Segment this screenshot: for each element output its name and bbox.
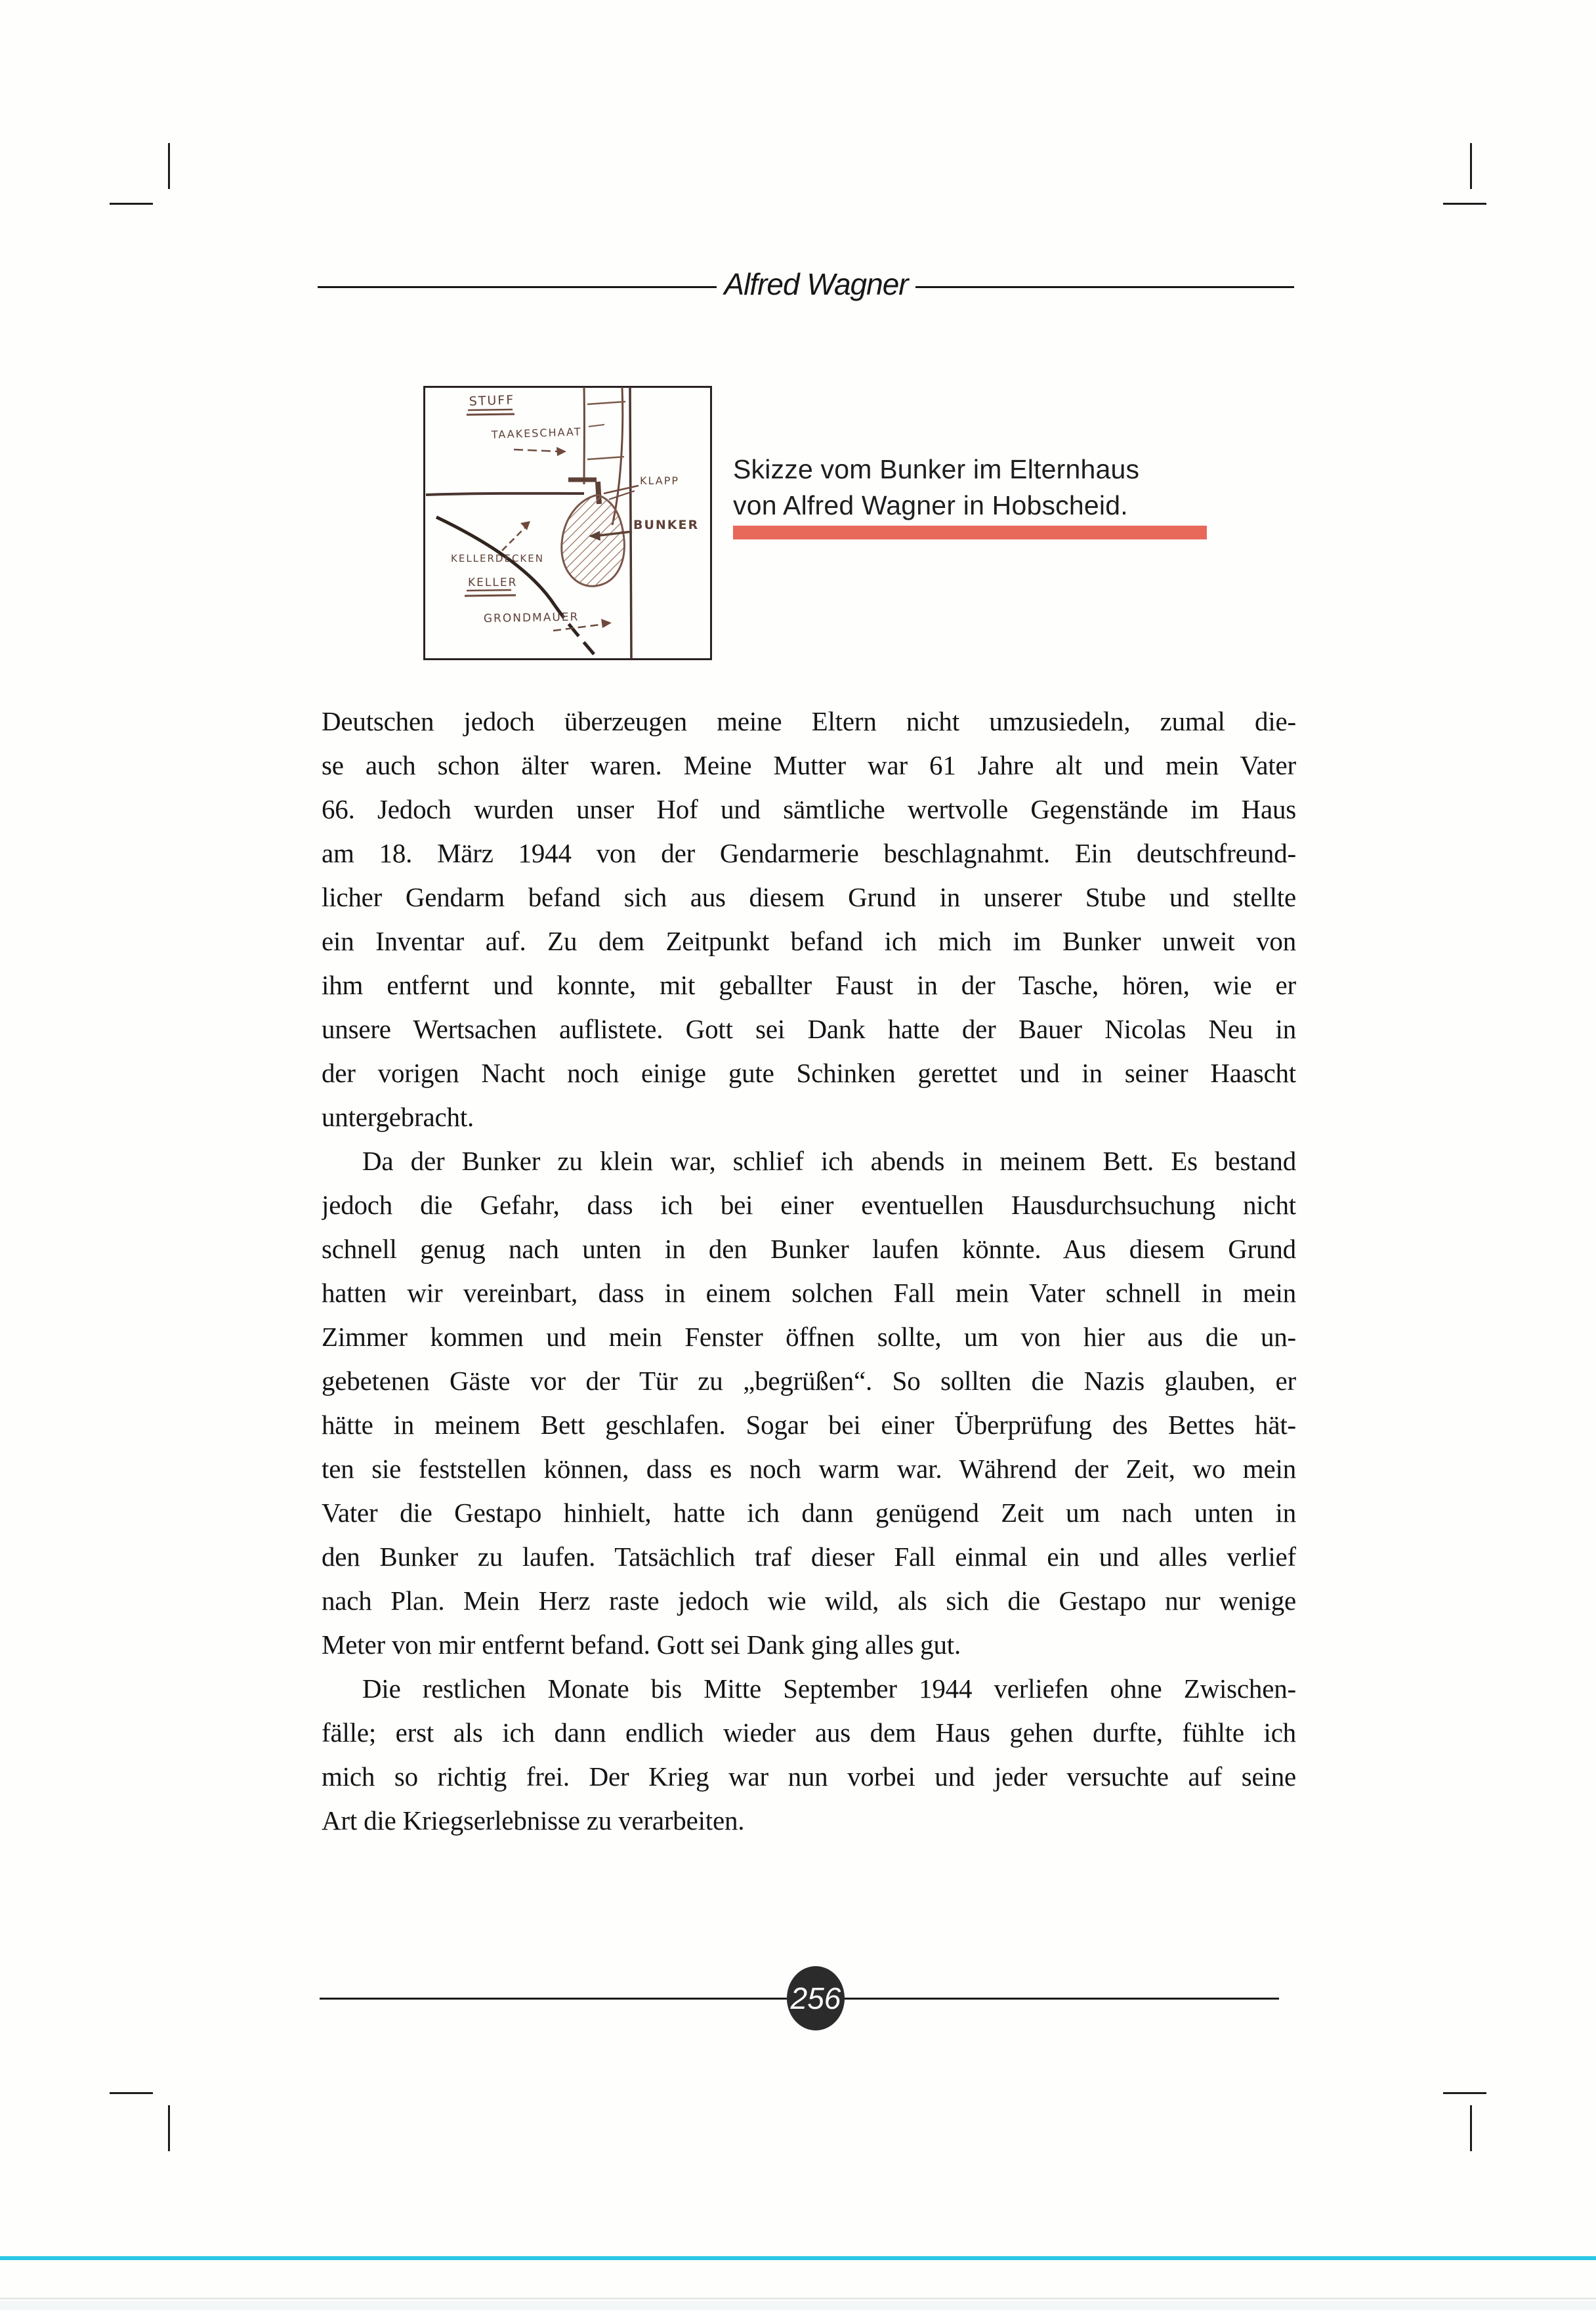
body-text-line: untergebracht. [322, 1102, 474, 1132]
body-text-line: Zimmer kommen und mein Fenster öffnen sollte, um von hier aus die un- [322, 1322, 1296, 1352]
body-text-line: hätte in meinem Bett geschlafen. Sogar bei einer Überprüfung des Bettes hät- [322, 1410, 1296, 1440]
body-text-line: unsere Wertsachen auflistete. Gott sei Dank hatte der Bauer Nicolas Neu in [322, 1014, 1296, 1044]
crop-mark-bottom-left-v [168, 2105, 170, 2151]
crop-mark-bottom-left-h [110, 2092, 153, 2094]
sketch-label-taakeschaat: TAAKESCHAAT [491, 425, 582, 441]
body-text-line: schnell genug nach unten in den Bunker laufen könnte. Aus diesem Grund [322, 1234, 1296, 1264]
crop-mark-top-right-h [1443, 203, 1486, 205]
body-text-line: der vorigen Nacht noch einige gute Schinken gerettet und in seiner Haascht [322, 1058, 1296, 1088]
crop-mark-bottom-right-h [1443, 2092, 1486, 2094]
body-text-line: se auch schon älter waren. Meine Mutter war 61 Jahre alt und mein Vater [322, 750, 1296, 780]
header-rule-right [915, 286, 1294, 288]
figure-caption-line-1: Skizze vom Bunker im Elternhaus [733, 454, 1140, 484]
body-text-line: mich so richtig frei. Der Krieg war nun vorbei und jeder versuchte auf seine [322, 1761, 1296, 1792]
bottom-edge-band [0, 2301, 1596, 2310]
body-text-line: ein Inventar auf. Zu dem Zeitpunkt befand ich mich im Bunker unweit von [322, 926, 1296, 956]
body-text-line: licher Gendarm befand sich aus diesem Grund in unserer Stube und stellte [322, 882, 1296, 912]
sketch-label-stuff: STUFF [469, 392, 515, 409]
caption-accent-bar [733, 526, 1207, 539]
body-text-line: ihm entfernt und konnte, mit geballter Faust in der Tasche, hören, wie er [322, 970, 1296, 1000]
sketch-label-kellerdecken: KELLERDECKEN [451, 553, 544, 564]
bunker-sketch [423, 386, 712, 660]
body-text-line: Deutschen jedoch überzeugen meine Eltern nicht umzusiedeln, zumal die- [322, 706, 1296, 736]
body-text-line: Da der Bunker zu klein war, schlief ich abends in meinem Bett. Es bestand [362, 1146, 1296, 1176]
body-text-line: am 18. März 1944 von der Gendarmerie beschlagnahmt. Ein deutschfreund- [322, 838, 1296, 868]
header-title: Alfred Wagner [724, 267, 908, 301]
body-text-line: Meter von mir entfernt befand. Gott sei Dank ging alles gut. [322, 1629, 961, 1660]
sketch-label-keller: KELLER [468, 576, 518, 589]
crop-mark-top-left-h [110, 203, 153, 205]
header-rule-left [318, 286, 717, 288]
body-text-line: den Bunker zu laufen. Tatsächlich traf dieser Fall einmal ein und alles verlief [322, 1542, 1296, 1572]
body-text-line: gebetenen Gäste vor der Tür zu „begrüßen“. So sollten die Nazis glauben, er [322, 1366, 1296, 1396]
body-text-line: Die restlichen Monate bis Mitte September 1944 verliefen ohne Zwischen- [362, 1673, 1296, 1704]
body-text-line: jedoch die Gefahr, dass ich bei einer eventuellen Hausdurchsuchung nicht [322, 1190, 1296, 1220]
body-text-line: ten sie feststellen können, dass es noch warm war. Während der Zeit, wo mein [322, 1454, 1296, 1484]
crop-mark-top-left-v [168, 143, 170, 189]
page-number-badge [787, 1966, 845, 2030]
sketch-label-grondmauer: GRONDMAUER [483, 610, 579, 625]
sketch-label-bunker: BUNKER [633, 518, 700, 532]
body-text-line: Vater die Gestapo hinhielt, hatte ich dann genügend Zeit um nach unten in [322, 1498, 1296, 1528]
body-text-line: hatten wir vereinbart, dass in einem solchen Fall mein Vater schnell in mein [322, 1278, 1296, 1308]
sketch-label-klapp: KLAPP [640, 474, 680, 487]
body-text-line: nach Plan. Mein Herz raste jedoch wie wild, als sich die Gestapo nur wenige [322, 1586, 1296, 1616]
body-text-line: fälle; erst als ich dann endlich wieder aus dem Haus gehen durfte, fühlte ich [322, 1717, 1296, 1748]
figure-caption-line-2: von Alfred Wagner in Hobscheid. [733, 490, 1128, 520]
cyan-guide-line [0, 2256, 1596, 2260]
body-text-line: Art die Kriegserlebnisse zu verarbeiten. [322, 1805, 745, 1836]
body-text-line: 66. Jedoch wurden unser Hof und sämtliche wertvolle Gegenstände im Haus [322, 794, 1296, 824]
crop-mark-top-right-v [1470, 143, 1472, 189]
crop-mark-bottom-right-v [1470, 2105, 1472, 2151]
faint-bottom-line [0, 2298, 1596, 2300]
page-number: 256 [790, 1981, 841, 2015]
body-text [322, 700, 1296, 1843]
